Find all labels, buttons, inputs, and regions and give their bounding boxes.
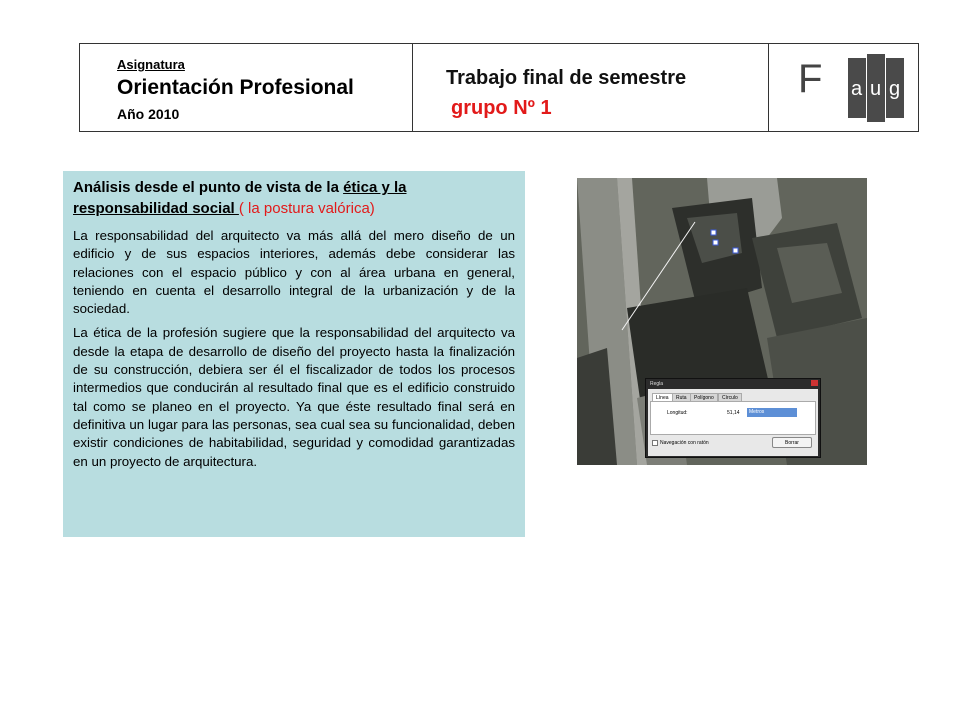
title-cell: [413, 44, 769, 131]
faug-logo: [794, 50, 904, 126]
logo-letter-a: a: [851, 78, 863, 100]
ruler-dialog-body: [648, 389, 818, 456]
header-table: [79, 43, 919, 132]
analysis-textbox: [63, 171, 525, 537]
logo-letter-f: F: [798, 57, 823, 101]
subject-cell: [80, 44, 413, 131]
section-heading: [73, 177, 515, 219]
work-title: Trabajo final de semestre: [446, 67, 687, 89]
tab-ruta[interactable]: Ruta: [672, 393, 691, 402]
group-number: grupo Nº 1: [451, 97, 552, 119]
subject-label: Asignatura: [117, 57, 185, 72]
aerial-photo: [577, 178, 867, 465]
heading-note: ( la postura valórica): [238, 200, 375, 217]
mouse-nav-checkbox[interactable]: [652, 440, 658, 446]
ruler-panel: [650, 401, 816, 435]
ruler-dialog-title: Regla: [650, 381, 664, 387]
paragraph-responsibility: La responsabilidad del arquitecto va más allá del mero diseño de un edificio y de sus espacios interiores, además debe considerar las relaciones con el espacio público y con al área urbana en general, teniendo en cuenta el desarrollo integral de la urbanización y de la sociedad.: [73, 228, 515, 317]
tab-linea[interactable]: Línea: [652, 393, 673, 402]
logo-letter-g: g: [889, 78, 901, 100]
logo-cell: [769, 44, 919, 131]
length-value: 51,14: [727, 410, 740, 416]
logo-letter-u: u: [870, 78, 882, 100]
unit-select[interactable]: Metros: [747, 408, 797, 417]
tab-circulo[interactable]: Círculo: [718, 393, 742, 402]
heading-intro: Análisis desde el punto de vista de la: [73, 179, 344, 196]
clear-button[interactable]: Borrar: [772, 437, 812, 448]
tab-poligono[interactable]: Polígono: [690, 393, 718, 402]
paragraph-ethics: La ética de la profesión sugiere que la responsabilidad del arquitecto va desde la etapa de desarrollo de diseño del proyecto hasta la finalización de su construcción, debiera ser él el fiscalizador de todos los procesos intermedios que conducirán al resultado final que es el edificio construido tal como se planeo en el proyecto. Ya que éste resultado final será en definitiva un lugar para las personas, sea cual sea su funcionalidad, deben existir condiciones de habitabilidad, seguridad y comodidad garantizadas en un proyecto de arquitectura.: [73, 325, 515, 469]
ruler-dialog[interactable]: [645, 378, 821, 458]
mouse-nav-label: Navegación con ratón: [660, 440, 709, 446]
subject-year: Año 2010: [117, 106, 180, 122]
length-label: Longitud:: [667, 410, 688, 416]
close-icon[interactable]: [811, 380, 818, 386]
heading-underlined: ética y la responsabilidad social: [73, 179, 407, 217]
subject-name: Orientación Profesional: [117, 76, 354, 99]
